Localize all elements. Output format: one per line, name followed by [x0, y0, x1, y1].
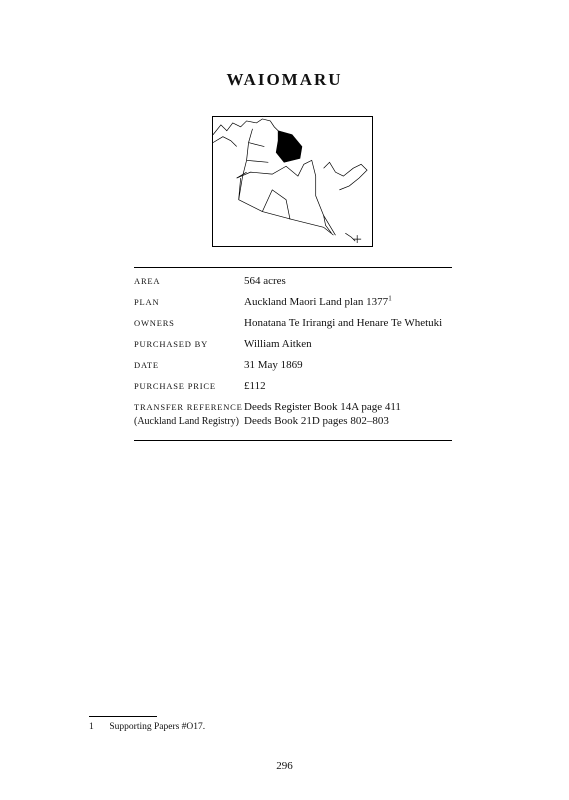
details-row-land-registry — [134, 415, 454, 427]
details-value-wrapper — [244, 296, 392, 308]
details-row-owners — [134, 317, 454, 329]
footnote-text: Supporting Papers #O17. — [109, 722, 206, 732]
footnote-rule — [89, 716, 157, 717]
details-label: PLAN — [134, 297, 160, 307]
details-label: PURCHASE PRICE — [134, 381, 216, 391]
details-row-purchased-by — [134, 338, 454, 350]
details-top-rule — [134, 267, 452, 268]
details-table — [134, 275, 454, 427]
details-label: AREA — [134, 276, 161, 286]
details-label: DATE — [134, 360, 159, 370]
details-value: £112 — [244, 380, 266, 392]
details-label: PURCHASED BY — [134, 339, 209, 349]
map-outline — [213, 117, 372, 246]
page-number: 296 — [276, 760, 293, 772]
details-bottom-rule — [134, 440, 452, 441]
details-label: (Auckland Land Registry) — [134, 416, 239, 427]
details-label: TRANSFER REFERENCE — [134, 402, 243, 412]
details-label: OWNERS — [134, 318, 175, 328]
details-value: William Aitken — [244, 338, 312, 350]
details-value: 31 May 1869 — [244, 359, 303, 371]
footnote-ref: 1 — [388, 294, 392, 303]
details-value: 564 acres — [244, 275, 286, 287]
details-row-date — [134, 359, 454, 371]
details-value: Deeds Register Book 14A page 411 — [244, 401, 401, 413]
details-value: Auckland Maori Land plan 1377 — [244, 296, 389, 308]
details-row-purchase-price — [134, 380, 454, 392]
footnote — [89, 722, 205, 732]
details-value: Honatana Te Irirangi and Henare Te Whetuki — [244, 317, 443, 329]
details-value: Deeds Book 21D pages 802–803 — [244, 415, 389, 427]
page-title: WAIOMARU — [226, 70, 343, 89]
details-row-transfer-reference — [134, 401, 454, 413]
details-row-plan — [134, 296, 454, 308]
footnote-number: 1 — [89, 722, 94, 732]
details-row-area — [134, 275, 454, 287]
location-map — [212, 116, 373, 247]
